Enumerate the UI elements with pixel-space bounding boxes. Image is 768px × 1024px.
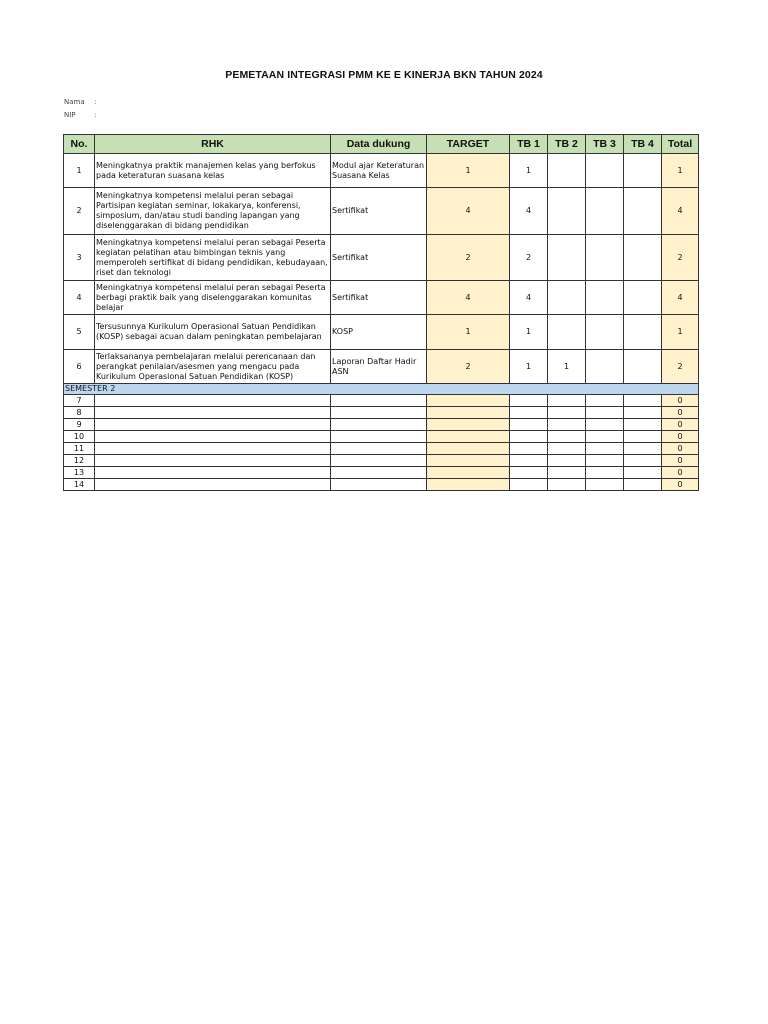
cell-data-dukung: Laporan Daftar Hadir ASN	[331, 350, 427, 384]
table-row	[64, 479, 699, 491]
meta-nip	[64, 111, 97, 119]
cell-data-dukung	[331, 431, 427, 443]
cell-tb2	[548, 315, 586, 350]
cell-tb1: 1	[510, 315, 548, 350]
cell-tb1	[510, 431, 548, 443]
cell-data-dukung: Sertifikat	[331, 235, 427, 281]
cell-tb2	[548, 395, 586, 407]
cell-tb2	[548, 235, 586, 281]
cell-tb1	[510, 455, 548, 467]
header-no: No.	[64, 135, 95, 154]
semester-row	[64, 384, 699, 395]
cell-tb2	[548, 281, 586, 315]
cell-target	[427, 443, 510, 455]
cell-total: 2	[662, 235, 699, 281]
pemetaan-table	[63, 134, 699, 491]
cell-rhk	[95, 479, 331, 491]
cell-total: 2	[662, 350, 699, 384]
table-row	[64, 315, 699, 350]
cell-tb3	[586, 281, 624, 315]
header-target: TARGET	[427, 135, 510, 154]
cell-total: 0	[662, 407, 699, 419]
table-row	[64, 281, 699, 315]
cell-rhk: Meningkatnya kompetensi melalui peran sebagai Peserta kegiatan pelatihan atau bimbingan teknis yang memperoleh sertifikat di bidang pendidikan, kebudayaan, riset dan teknologi	[95, 235, 331, 281]
cell-rhk: Terlaksananya pembelajaran melalui perencanaan dan perangkat penilaian/asesmen yang mengacu pada Kurikulum Operasional Satuan Pendidikan (KOSP)	[95, 350, 331, 384]
cell-tb3	[586, 188, 624, 235]
cell-tb1: 2	[510, 235, 548, 281]
cell-tb4	[624, 395, 662, 407]
cell-total: 4	[662, 281, 699, 315]
cell-target: 4	[427, 281, 510, 315]
meta-nama-separator: :	[94, 98, 97, 106]
cell-tb4	[624, 154, 662, 188]
cell-tb3	[586, 315, 624, 350]
cell-tb4	[624, 315, 662, 350]
cell-data-dukung: KOSP	[331, 315, 427, 350]
cell-no: 11	[64, 443, 95, 455]
cell-data-dukung	[331, 467, 427, 479]
header-data-dukung: Data dukung	[331, 135, 427, 154]
cell-target	[427, 455, 510, 467]
meta-nama-label: Nama	[64, 98, 85, 106]
cell-tb1: 1	[510, 154, 548, 188]
cell-tb2	[548, 419, 586, 431]
cell-tb1: 4	[510, 281, 548, 315]
cell-tb1	[510, 443, 548, 455]
table-header-row	[64, 135, 699, 154]
table-row	[64, 235, 699, 281]
cell-no: 4	[64, 281, 95, 315]
cell-total: 0	[662, 443, 699, 455]
cell-data-dukung	[331, 479, 427, 491]
table-row	[64, 407, 699, 419]
cell-no: 14	[64, 479, 95, 491]
cell-data-dukung	[331, 419, 427, 431]
cell-tb3	[586, 395, 624, 407]
cell-tb2	[548, 431, 586, 443]
cell-target	[427, 395, 510, 407]
cell-no: 2	[64, 188, 95, 235]
cell-target: 2	[427, 235, 510, 281]
cell-rhk	[95, 431, 331, 443]
cell-rhk	[95, 467, 331, 479]
table-row	[64, 467, 699, 479]
cell-total: 0	[662, 419, 699, 431]
cell-tb4	[624, 455, 662, 467]
cell-tb4	[624, 479, 662, 491]
header-tb1: TB 1	[510, 135, 548, 154]
cell-tb3	[586, 235, 624, 281]
cell-total: 0	[662, 431, 699, 443]
cell-tb4	[624, 407, 662, 419]
cell-data-dukung	[331, 455, 427, 467]
cell-tb1	[510, 419, 548, 431]
cell-data-dukung: Modul ajar Keteraturan Suasana Kelas	[331, 154, 427, 188]
cell-target	[427, 467, 510, 479]
cell-no: 8	[64, 407, 95, 419]
cell-tb3	[586, 154, 624, 188]
cell-data-dukung	[331, 407, 427, 419]
table-row	[64, 188, 699, 235]
cell-tb3	[586, 419, 624, 431]
table-row	[64, 395, 699, 407]
cell-no: 7	[64, 395, 95, 407]
cell-target: 1	[427, 315, 510, 350]
cell-rhk	[95, 455, 331, 467]
cell-tb1	[510, 479, 548, 491]
cell-tb1: 4	[510, 188, 548, 235]
cell-tb1	[510, 467, 548, 479]
cell-data-dukung	[331, 395, 427, 407]
cell-tb2	[548, 154, 586, 188]
cell-tb1: 1	[510, 350, 548, 384]
cell-total: 4	[662, 188, 699, 235]
cell-data-dukung	[331, 443, 427, 455]
cell-rhk: Meningkatnya praktik manajemen kelas yang berfokus pada keteraturan suasana kelas	[95, 154, 331, 188]
cell-no: 9	[64, 419, 95, 431]
header-tb2: TB 2	[548, 135, 586, 154]
cell-no: 5	[64, 315, 95, 350]
cell-tb4	[624, 281, 662, 315]
cell-no: 12	[64, 455, 95, 467]
cell-no: 6	[64, 350, 95, 384]
table-row	[64, 350, 699, 384]
cell-target: 2	[427, 350, 510, 384]
cell-rhk	[95, 443, 331, 455]
cell-total: 0	[662, 479, 699, 491]
cell-tb4	[624, 188, 662, 235]
cell-tb3	[586, 350, 624, 384]
cell-target: 4	[427, 188, 510, 235]
cell-tb4	[624, 467, 662, 479]
table-row	[64, 431, 699, 443]
cell-total: 1	[662, 154, 699, 188]
cell-tb3	[586, 467, 624, 479]
cell-tb2	[548, 188, 586, 235]
cell-tb1	[510, 395, 548, 407]
cell-rhk	[95, 395, 331, 407]
cell-no: 1	[64, 154, 95, 188]
cell-data-dukung: Sertifikat	[331, 281, 427, 315]
cell-tb3	[586, 455, 624, 467]
cell-tb2: 1	[548, 350, 586, 384]
meta-nip-separator: :	[94, 111, 97, 119]
cell-tb3	[586, 443, 624, 455]
header-rhk: RHK	[95, 135, 331, 154]
cell-total: 1	[662, 315, 699, 350]
cell-data-dukung: Sertifikat	[331, 188, 427, 235]
header-tb3: TB 3	[586, 135, 624, 154]
cell-tb4	[624, 443, 662, 455]
meta-nama	[64, 98, 97, 106]
cell-tb3	[586, 431, 624, 443]
cell-total: 0	[662, 467, 699, 479]
cell-tb4	[624, 419, 662, 431]
cell-tb2	[548, 443, 586, 455]
cell-tb2	[548, 479, 586, 491]
semester-label: SEMESTER 2	[64, 384, 699, 395]
cell-target	[427, 479, 510, 491]
cell-target	[427, 407, 510, 419]
cell-target: 1	[427, 154, 510, 188]
cell-total: 0	[662, 455, 699, 467]
cell-target	[427, 419, 510, 431]
cell-rhk	[95, 407, 331, 419]
cell-tb3	[586, 407, 624, 419]
cell-no: 3	[64, 235, 95, 281]
cell-rhk: Tersusunnya Kurikulum Operasional Satuan Pendidikan (KOSP) sebagai acuan dalam peningkatan pembelajaran	[95, 315, 331, 350]
table-row	[64, 443, 699, 455]
header-tb4: TB 4	[624, 135, 662, 154]
cell-no: 13	[64, 467, 95, 479]
table-row	[64, 154, 699, 188]
cell-tb3	[586, 479, 624, 491]
cell-tb1	[510, 407, 548, 419]
cell-no: 10	[64, 431, 95, 443]
cell-tb2	[548, 467, 586, 479]
cell-tb4	[624, 350, 662, 384]
cell-rhk: Meningkatnya kompetensi melalui peran sebagai Peserta berbagi praktik baik yang diselenggarakan komunitas belajar	[95, 281, 331, 315]
cell-tb4	[624, 431, 662, 443]
meta-nip-label: NIP	[64, 111, 76, 119]
cell-total: 0	[662, 395, 699, 407]
cell-rhk: Meningkatnya kompetensi melalui peran sebagai Partisipan kegiatan seminar, lokakarya, konferensi, simposium, dan/atau studi banding lapangan yang diselenggarakan di bidang pendidikan	[95, 188, 331, 235]
cell-target	[427, 431, 510, 443]
table-row	[64, 455, 699, 467]
cell-rhk	[95, 419, 331, 431]
header-total: Total	[662, 135, 699, 154]
cell-tb2	[548, 455, 586, 467]
page-title: PEMETAAN INTEGRASI PMM KE E KINERJA BKN TAHUN 2024	[225, 69, 543, 81]
table-row	[64, 419, 699, 431]
cell-tb4	[624, 235, 662, 281]
cell-tb2	[548, 407, 586, 419]
